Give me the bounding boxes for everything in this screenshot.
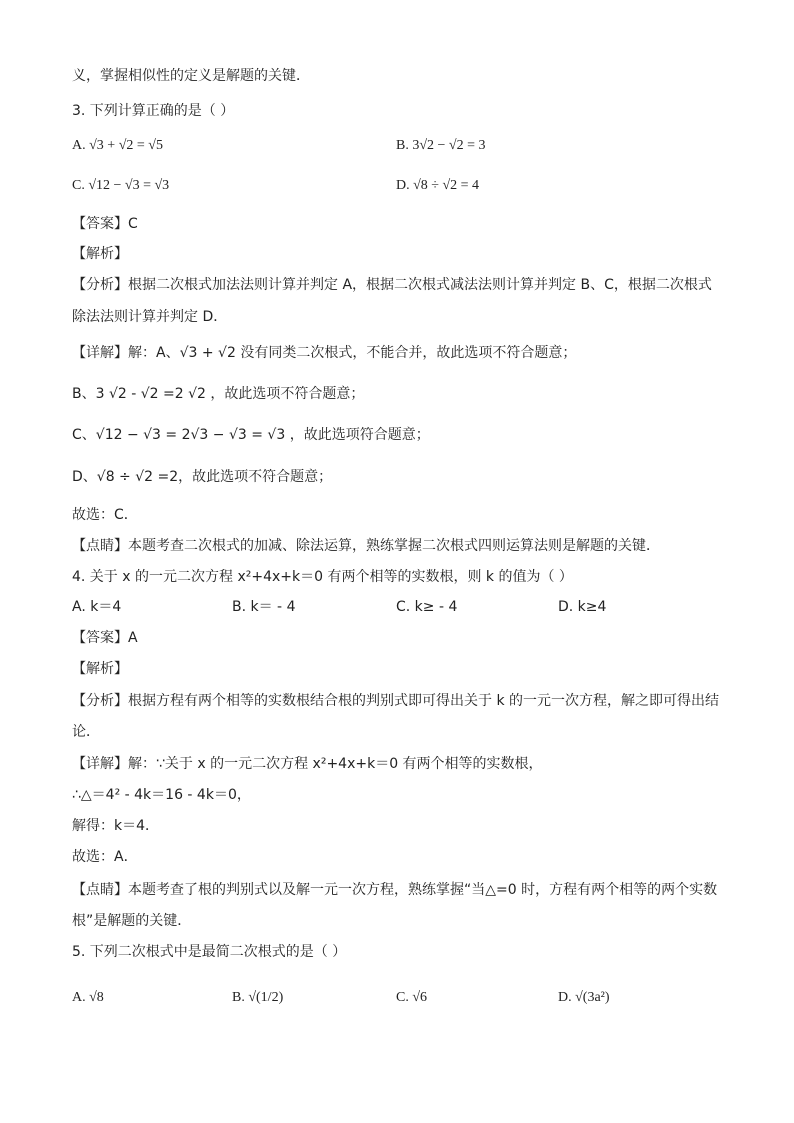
analysis-3-line1: 【分析】根据二次根式加法法则计算并判定 A，根据二次根式减法法则计算并判定 B、C，根据二次根式: [72, 277, 712, 293]
answer-3: 【答案】C: [72, 216, 138, 232]
q3-option-c: C. √12 − √3 = √3: [72, 178, 170, 193]
detail-3-d: D、√8 ÷ √2 =2，故此选项不符合题意；: [72, 469, 333, 485]
analysis-4-line2: 论．: [72, 724, 100, 740]
detail-3-b: B、3 √2 - √2 =2 √2 ，故此选项不符合题意；: [72, 386, 365, 402]
question-4: 4. 关于 x 的一元二次方程 x²+4x+k＝0 有两个相等的实数根，则 k 的值为（ ）: [72, 569, 573, 585]
question-3: 3. 下列计算正确的是（ ）: [72, 103, 235, 119]
q5-option-c: C. √6: [396, 990, 428, 1005]
detail-4-b: ∴△＝4² - 4k＝16 - 4k＝0，: [72, 787, 251, 803]
analysis-header-3: 【解析】: [72, 246, 128, 262]
q4-option-b: B. k＝ - 4: [232, 599, 296, 615]
q3-option-a: A. √3 + √2 = √5: [72, 138, 163, 153]
q5-option-b: B. √(1/2): [232, 990, 284, 1005]
comment-4-line2: 根”是解题的关键．: [72, 913, 192, 929]
choice-3: 故选：C．: [72, 507, 138, 523]
detail-3-c: C、√12 − √3 = 2√3 − √3 = √3 ，故此选项符合题意；: [72, 427, 430, 443]
analysis-4-line1: 【分析】根据方程有两个相等的实数根结合根的判别式即可得出关于 k 的一元一次方程，解之即可得出结: [72, 693, 720, 709]
q3-option-b: B. 3√2 − √2 = 3: [396, 138, 486, 153]
answer-4: 【答案】A: [72, 630, 138, 646]
comment-3: 【点睛】本题考查二次根式的加减、除法运算，熟练掌握二次根式四则运算法则是解题的关键．: [72, 538, 660, 554]
question-5: 5. 下列二次根式中是最简二次根式的是（ ）: [72, 944, 347, 960]
q3-option-d: D. √8 ÷ √2 = 4: [396, 178, 480, 193]
choice-4: 故选：A．: [72, 849, 138, 865]
q4-option-a: A. k＝4: [72, 599, 122, 615]
q5-option-d: D. √(3a²): [558, 990, 610, 1005]
analysis-3-line2: 除法法则计算并判定 D．: [72, 309, 228, 325]
detail-3-a: 【详解】解：A、√3 + √2 没有同类二次根式，不能合并，故此选项不符合题意；: [72, 345, 577, 361]
analysis-header-4: 【解析】: [72, 661, 128, 677]
detail-4-a: 【详解】解：∵关于 x 的一元二次方程 x²+4x+k＝0 有两个相等的实数根，: [72, 756, 543, 772]
q4-option-c: C. k≥ - 4: [396, 599, 458, 615]
text-line: 义，掌握相似性的定义是解题的关键．: [72, 68, 310, 84]
comment-4-line1: 【点睛】本题考查了根的判别式以及解一元一次方程，熟练掌握“当△=0 时，方程有两个相等的两个实数: [72, 882, 718, 898]
detail-4-c: 解得：k＝4．: [72, 818, 160, 834]
q5-option-a: A. √8: [72, 990, 104, 1005]
q4-option-d: D. k≥4: [558, 599, 607, 615]
